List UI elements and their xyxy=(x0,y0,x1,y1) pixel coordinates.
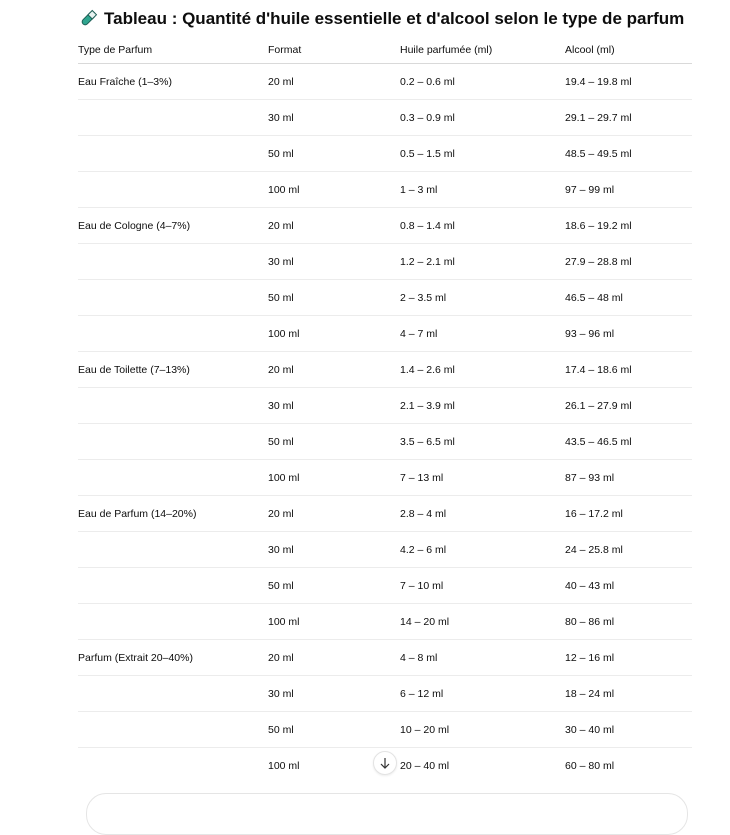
table-row xyxy=(78,676,692,712)
cell-format: 30 ml xyxy=(268,100,400,136)
cell-type: Eau de Cologne (4–7%) xyxy=(78,208,268,244)
cell-alcohol: 46.5 – 48 ml xyxy=(565,280,692,316)
cell-format: 100 ml xyxy=(268,460,400,496)
cell-oil: 0.8 – 1.4 ml xyxy=(400,208,565,244)
cell-type xyxy=(78,460,268,496)
cell-oil: 0.2 – 0.6 ml xyxy=(400,64,565,100)
cell-oil: 4.2 – 6 ml xyxy=(400,532,565,568)
header-alcohol: Alcool (ml) xyxy=(565,36,692,64)
cell-oil: 4 – 8 ml xyxy=(400,640,565,676)
cell-type xyxy=(78,748,268,784)
cell-format: 20 ml xyxy=(268,352,400,388)
cell-type xyxy=(78,316,268,352)
title-text: Tableau : Quantité d'huile essentielle et d'alcool selon le type de parfum xyxy=(104,9,685,28)
cell-type xyxy=(78,532,268,568)
cell-oil: 3.5 – 6.5 ml xyxy=(400,424,565,460)
cell-format: 30 ml xyxy=(268,532,400,568)
cell-type xyxy=(78,604,268,640)
cell-oil: 10 – 20 ml xyxy=(400,712,565,748)
cell-type: Eau de Toilette (7–13%) xyxy=(78,352,268,388)
cell-type xyxy=(78,712,268,748)
table-row xyxy=(78,712,692,748)
header-oil: Huile parfumée (ml) xyxy=(400,36,565,64)
table-row xyxy=(78,640,692,676)
table-row xyxy=(78,532,692,568)
cell-format: 30 ml xyxy=(268,244,400,280)
cell-alcohol: 29.1 – 29.7 ml xyxy=(565,100,692,136)
cell-alcohol: 30 – 40 ml xyxy=(565,712,692,748)
cell-alcohol: 16 – 17.2 ml xyxy=(565,496,692,532)
cell-format: 50 ml xyxy=(268,280,400,316)
cell-type xyxy=(78,424,268,460)
cell-type: Eau de Parfum (14–20%) xyxy=(78,496,268,532)
cell-format: 50 ml xyxy=(268,712,400,748)
cell-alcohol: 19.4 – 19.8 ml xyxy=(565,64,692,100)
header-type: Type de Parfum xyxy=(78,36,268,64)
cell-alcohol: 17.4 – 18.6 ml xyxy=(565,352,692,388)
cell-alcohol: 48.5 – 49.5 ml xyxy=(565,136,692,172)
cell-alcohol: 40 – 43 ml xyxy=(565,568,692,604)
cell-type xyxy=(78,568,268,604)
cell-format: 30 ml xyxy=(268,676,400,712)
cell-oil: 4 – 7 ml xyxy=(400,316,565,352)
cell-type xyxy=(78,280,268,316)
cell-format: 20 ml xyxy=(268,208,400,244)
cell-type xyxy=(78,676,268,712)
cell-oil: 7 – 10 ml xyxy=(400,568,565,604)
cell-alcohol: 43.5 – 46.5 ml xyxy=(565,424,692,460)
page-title xyxy=(78,9,684,29)
cell-alcohol: 12 – 16 ml xyxy=(565,640,692,676)
cell-alcohol: 97 – 99 ml xyxy=(565,172,692,208)
cell-type xyxy=(78,388,268,424)
cell-alcohol: 18.6 – 19.2 ml xyxy=(565,208,692,244)
cell-format: 100 ml xyxy=(268,316,400,352)
header-format: Format xyxy=(268,36,400,64)
table-row xyxy=(78,172,692,208)
cell-alcohol: 26.1 – 27.9 ml xyxy=(565,388,692,424)
message-composer[interactable] xyxy=(86,793,688,835)
cell-type xyxy=(78,172,268,208)
cell-oil: 6 – 12 ml xyxy=(400,676,565,712)
cell-format: 20 ml xyxy=(268,64,400,100)
cell-type xyxy=(78,100,268,136)
table-row xyxy=(78,388,692,424)
cell-oil: 7 – 13 ml xyxy=(400,460,565,496)
cell-oil: 0.5 – 1.5 ml xyxy=(400,136,565,172)
cell-oil: 14 – 20 ml xyxy=(400,604,565,640)
table-row xyxy=(78,244,692,280)
cell-oil: 2 – 3.5 ml xyxy=(400,280,565,316)
table-row xyxy=(78,100,692,136)
table-row xyxy=(78,64,692,100)
cell-alcohol: 93 – 96 ml xyxy=(565,316,692,352)
cell-format: 50 ml xyxy=(268,568,400,604)
cell-type: Eau Fraîche (1–3%) xyxy=(78,64,268,100)
cell-alcohol: 80 – 86 ml xyxy=(565,604,692,640)
cell-oil: 1.4 – 2.6 ml xyxy=(400,352,565,388)
cell-format: 100 ml xyxy=(268,172,400,208)
table-row xyxy=(78,496,692,532)
cell-alcohol: 60 – 80 ml xyxy=(565,759,615,772)
cell-format: 20 ml xyxy=(268,640,400,676)
cell-oil: 1 – 3 ml xyxy=(400,172,565,208)
table-row xyxy=(78,316,692,352)
table-row xyxy=(78,208,692,244)
cell-type xyxy=(78,244,268,280)
cell-alcohol: 27.9 – 28.8 ml xyxy=(565,244,692,280)
cell-format: 100 ml xyxy=(268,759,300,772)
table-header-row xyxy=(78,36,692,64)
table-row xyxy=(78,280,692,316)
table-row xyxy=(78,352,692,388)
table-row xyxy=(78,604,692,640)
table-row xyxy=(78,460,692,496)
table-row xyxy=(78,568,692,604)
cell-format: 100 ml xyxy=(268,604,400,640)
cell-format: 50 ml xyxy=(268,136,400,172)
scroll-down-button[interactable] xyxy=(373,751,397,775)
cell-type xyxy=(78,136,268,172)
arrow-down-icon xyxy=(379,757,391,769)
cell-format: 20 ml xyxy=(268,496,400,532)
table-row xyxy=(78,424,692,460)
cell-oil: 2.8 – 4 ml xyxy=(400,496,565,532)
cell-oil: 2.1 – 3.9 ml xyxy=(400,388,565,424)
cell-format: 50 ml xyxy=(268,424,400,460)
cell-oil: 0.3 – 0.9 ml xyxy=(400,100,565,136)
cell-oil: 20 – 40 ml xyxy=(400,759,450,772)
cell-format: 30 ml xyxy=(268,388,400,424)
cell-oil: 1.2 – 2.1 ml xyxy=(400,244,565,280)
cell-alcohol: 24 – 25.8 ml xyxy=(565,532,692,568)
test-tube-icon xyxy=(78,9,98,29)
cell-alcohol: 87 – 93 ml xyxy=(565,460,692,496)
cell-alcohol: 18 – 24 ml xyxy=(565,676,692,712)
cell-type: Parfum (Extrait 20–40%) xyxy=(78,640,268,676)
table-row xyxy=(78,136,692,172)
perfume-table xyxy=(78,36,692,783)
